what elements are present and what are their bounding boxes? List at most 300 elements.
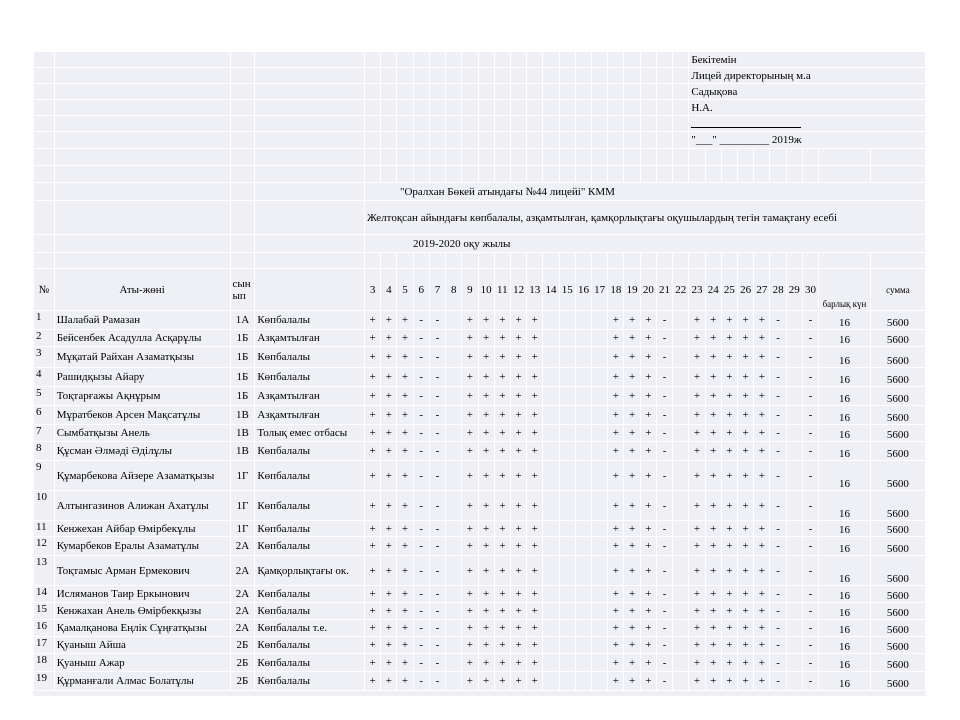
empty-cell bbox=[592, 100, 608, 116]
empty-cell bbox=[381, 52, 397, 68]
spacer-row bbox=[34, 253, 926, 269]
day-mark: - bbox=[802, 347, 818, 368]
day-mark: + bbox=[624, 442, 640, 461]
day-mark bbox=[559, 654, 575, 672]
student-name: Рашидқызы Айару bbox=[54, 368, 230, 387]
day-mark: + bbox=[705, 330, 721, 347]
day-mark: + bbox=[381, 521, 397, 537]
total-days: 16 bbox=[819, 672, 871, 691]
empty-cell bbox=[255, 166, 365, 183]
school-title: "Оралхан Бөкей атындағы №44 лицейі" КММ bbox=[364, 183, 925, 201]
total-days: 16 bbox=[819, 586, 871, 603]
day-mark: + bbox=[754, 620, 770, 637]
day-mark: - bbox=[770, 461, 786, 491]
empty-cell bbox=[705, 253, 721, 269]
empty-cell bbox=[559, 100, 575, 116]
day-mark: + bbox=[462, 347, 478, 368]
empty-cell bbox=[230, 68, 255, 84]
empty-cell bbox=[478, 68, 494, 84]
empty-cell bbox=[624, 84, 640, 100]
student-class: 2Б bbox=[230, 672, 255, 691]
empty-cell bbox=[640, 253, 656, 269]
empty-cell bbox=[802, 166, 818, 183]
day-mark bbox=[575, 330, 591, 347]
day-mark bbox=[575, 368, 591, 387]
day-mark: + bbox=[721, 672, 737, 691]
day-mark bbox=[673, 311, 689, 330]
day-mark: + bbox=[510, 347, 526, 368]
empty-cell bbox=[559, 132, 575, 149]
empty-cell bbox=[446, 100, 462, 116]
day-mark: + bbox=[624, 586, 640, 603]
day-mark: + bbox=[462, 521, 478, 537]
day-mark bbox=[592, 556, 608, 586]
day-mark: + bbox=[397, 620, 413, 637]
day-mark: - bbox=[770, 537, 786, 556]
day-mark: + bbox=[608, 425, 624, 442]
row-number: 10 bbox=[34, 491, 55, 521]
day-mark bbox=[592, 330, 608, 347]
day-mark: + bbox=[624, 491, 640, 521]
signature-blank bbox=[691, 117, 801, 128]
student-name: Мұқатай Райхан Азаматқызы bbox=[54, 347, 230, 368]
school-title-row bbox=[34, 183, 926, 201]
academic-year: 2019-2020 оқу жылы bbox=[364, 235, 925, 253]
day-mark bbox=[673, 556, 689, 586]
day-mark bbox=[786, 491, 802, 521]
row-number: 5 bbox=[34, 387, 55, 406]
day-mark: + bbox=[624, 330, 640, 347]
empty-cell bbox=[721, 253, 737, 269]
empty-cell bbox=[364, 100, 380, 116]
day-mark: - bbox=[656, 521, 672, 537]
empty-cell bbox=[397, 52, 413, 68]
day-mark: + bbox=[624, 311, 640, 330]
day-mark bbox=[673, 387, 689, 406]
empty-cell bbox=[624, 253, 640, 269]
empty-cell bbox=[364, 116, 380, 132]
empty-cell bbox=[689, 166, 705, 183]
day-mark: + bbox=[478, 406, 494, 425]
empty-cell bbox=[54, 183, 230, 201]
day-mark: + bbox=[705, 620, 721, 637]
day-mark bbox=[786, 461, 802, 491]
day-mark: + bbox=[494, 406, 510, 425]
day-mark: + bbox=[494, 637, 510, 654]
day-mark: - bbox=[656, 368, 672, 387]
empty-cell bbox=[413, 149, 429, 166]
day-mark: + bbox=[510, 556, 526, 586]
empty-cell bbox=[397, 166, 413, 183]
empty-cell bbox=[429, 132, 445, 149]
empty-cell bbox=[819, 253, 871, 269]
day-mark bbox=[575, 491, 591, 521]
header-day: 3 bbox=[364, 269, 380, 311]
day-mark bbox=[575, 620, 591, 637]
student-category: Көпбалалы bbox=[255, 311, 365, 330]
empty-cell bbox=[673, 166, 689, 183]
student-row bbox=[34, 347, 926, 368]
empty-cell bbox=[608, 52, 624, 68]
sum: 5600 bbox=[870, 672, 925, 691]
day-mark: - bbox=[429, 442, 445, 461]
row-number: 6 bbox=[34, 406, 55, 425]
empty-cell bbox=[230, 84, 255, 100]
day-mark: + bbox=[738, 603, 754, 620]
empty-cell bbox=[413, 52, 429, 68]
day-mark: + bbox=[478, 654, 494, 672]
day-mark: + bbox=[462, 620, 478, 637]
day-mark bbox=[446, 586, 462, 603]
empty-cell bbox=[494, 68, 510, 84]
row-number: 11 bbox=[34, 521, 55, 537]
day-mark: + bbox=[397, 521, 413, 537]
day-mark bbox=[786, 368, 802, 387]
empty-cell bbox=[770, 166, 786, 183]
empty-cell bbox=[462, 52, 478, 68]
empty-cell bbox=[478, 166, 494, 183]
empty-cell bbox=[640, 149, 656, 166]
empty-cell bbox=[559, 149, 575, 166]
day-mark bbox=[559, 521, 575, 537]
empty-cell bbox=[255, 52, 365, 68]
day-mark: + bbox=[754, 330, 770, 347]
empty-cell bbox=[673, 68, 689, 84]
day-mark bbox=[559, 406, 575, 425]
day-mark bbox=[592, 311, 608, 330]
empty-cell bbox=[559, 84, 575, 100]
day-mark: + bbox=[397, 654, 413, 672]
day-mark bbox=[786, 442, 802, 461]
student-row bbox=[34, 461, 926, 491]
day-mark: - bbox=[770, 368, 786, 387]
row-number: 7 bbox=[34, 425, 55, 442]
day-mark bbox=[543, 368, 559, 387]
day-mark: + bbox=[608, 586, 624, 603]
day-mark: + bbox=[510, 442, 526, 461]
day-mark: - bbox=[429, 521, 445, 537]
day-mark: + bbox=[624, 603, 640, 620]
empty-cell bbox=[673, 84, 689, 100]
day-mark: + bbox=[364, 442, 380, 461]
empty-cell bbox=[364, 149, 380, 166]
day-mark bbox=[543, 654, 559, 672]
empty-cell bbox=[592, 166, 608, 183]
day-mark: + bbox=[397, 603, 413, 620]
day-mark: + bbox=[510, 461, 526, 491]
day-mark: - bbox=[656, 425, 672, 442]
day-mark: + bbox=[510, 368, 526, 387]
empty-cell bbox=[673, 132, 689, 149]
day-mark: - bbox=[429, 387, 445, 406]
day-mark: + bbox=[462, 556, 478, 586]
day-mark: + bbox=[608, 654, 624, 672]
day-mark bbox=[592, 442, 608, 461]
student-row bbox=[34, 603, 926, 620]
day-mark: + bbox=[527, 521, 543, 537]
empty-cell bbox=[543, 100, 559, 116]
day-mark: + bbox=[738, 620, 754, 637]
day-mark: + bbox=[705, 537, 721, 556]
empty-cell bbox=[446, 68, 462, 84]
day-mark: - bbox=[656, 347, 672, 368]
header-day: 7 bbox=[429, 269, 445, 311]
day-mark: + bbox=[381, 586, 397, 603]
day-mark: + bbox=[705, 347, 721, 368]
total-days: 16 bbox=[819, 654, 871, 672]
student-row bbox=[34, 425, 926, 442]
day-mark bbox=[673, 330, 689, 347]
header-day: 27 bbox=[754, 269, 770, 311]
day-mark: + bbox=[738, 406, 754, 425]
day-mark bbox=[786, 521, 802, 537]
day-mark bbox=[543, 491, 559, 521]
day-mark: + bbox=[721, 442, 737, 461]
student-category: Азқамтылған bbox=[255, 387, 365, 406]
day-mark: + bbox=[754, 311, 770, 330]
header-day: 30 bbox=[802, 269, 818, 311]
empty-cell bbox=[230, 253, 255, 269]
day-mark bbox=[673, 620, 689, 637]
day-mark: + bbox=[721, 586, 737, 603]
day-mark: + bbox=[397, 442, 413, 461]
empty-cell bbox=[592, 253, 608, 269]
empty-cell bbox=[673, 116, 689, 132]
empty-cell bbox=[592, 132, 608, 149]
day-mark: - bbox=[802, 672, 818, 691]
total-days: 16 bbox=[819, 330, 871, 347]
empty-cell bbox=[608, 132, 624, 149]
day-mark: + bbox=[364, 330, 380, 347]
sum: 5600 bbox=[870, 387, 925, 406]
day-mark bbox=[575, 425, 591, 442]
student-name: Қуаныш Айша bbox=[54, 637, 230, 654]
day-mark: + bbox=[364, 672, 380, 691]
day-mark: + bbox=[705, 586, 721, 603]
day-mark: + bbox=[689, 537, 705, 556]
student-row bbox=[34, 330, 926, 347]
student-name: Құрманғали Алмас Болатұлы bbox=[54, 672, 230, 691]
day-mark bbox=[559, 672, 575, 691]
day-mark: + bbox=[721, 425, 737, 442]
day-mark: + bbox=[494, 347, 510, 368]
day-mark: - bbox=[656, 330, 672, 347]
day-mark: + bbox=[364, 368, 380, 387]
empty-cell bbox=[786, 149, 802, 166]
day-mark: + bbox=[608, 637, 624, 654]
day-mark: + bbox=[721, 368, 737, 387]
row-number: 15 bbox=[34, 603, 55, 620]
empty-cell bbox=[624, 116, 640, 132]
day-mark: - bbox=[413, 491, 429, 521]
day-mark: + bbox=[364, 556, 380, 586]
day-mark: + bbox=[721, 556, 737, 586]
day-mark: - bbox=[802, 537, 818, 556]
day-mark: - bbox=[429, 556, 445, 586]
day-mark bbox=[543, 537, 559, 556]
meal-report-table bbox=[33, 51, 926, 691]
day-mark: + bbox=[527, 406, 543, 425]
day-mark: + bbox=[381, 311, 397, 330]
empty-cell bbox=[770, 149, 786, 166]
day-mark: - bbox=[802, 406, 818, 425]
header-total-days: барлық күн bbox=[819, 269, 871, 311]
empty-cell bbox=[510, 166, 526, 183]
day-mark: + bbox=[364, 620, 380, 637]
day-mark: + bbox=[462, 637, 478, 654]
day-mark bbox=[543, 586, 559, 603]
day-mark: - bbox=[429, 368, 445, 387]
day-mark: + bbox=[624, 654, 640, 672]
day-mark: + bbox=[478, 556, 494, 586]
empty-cell bbox=[721, 166, 737, 183]
day-mark bbox=[559, 368, 575, 387]
empty-cell bbox=[462, 132, 478, 149]
student-name: Құсман Әлмәді Әділұлы bbox=[54, 442, 230, 461]
day-mark: + bbox=[397, 672, 413, 691]
day-mark bbox=[673, 491, 689, 521]
header-day: 24 bbox=[705, 269, 721, 311]
day-mark: + bbox=[721, 330, 737, 347]
day-mark bbox=[446, 521, 462, 537]
day-mark bbox=[543, 311, 559, 330]
empty-cell bbox=[624, 149, 640, 166]
student-row bbox=[34, 556, 926, 586]
empty-cell bbox=[510, 52, 526, 68]
day-mark: + bbox=[397, 425, 413, 442]
day-mark bbox=[559, 637, 575, 654]
day-mark: + bbox=[705, 425, 721, 442]
empty-cell bbox=[543, 52, 559, 68]
day-mark bbox=[592, 620, 608, 637]
day-mark: + bbox=[754, 556, 770, 586]
day-mark bbox=[446, 461, 462, 491]
day-mark: + bbox=[494, 586, 510, 603]
day-mark: + bbox=[478, 461, 494, 491]
day-mark: - bbox=[770, 311, 786, 330]
header-day: 29 bbox=[786, 269, 802, 311]
day-mark: + bbox=[608, 368, 624, 387]
day-mark: + bbox=[738, 387, 754, 406]
row-number: 13 bbox=[34, 556, 55, 586]
approval-signature-line bbox=[689, 116, 926, 132]
day-mark: + bbox=[754, 425, 770, 442]
empty-cell bbox=[624, 52, 640, 68]
day-mark: - bbox=[429, 672, 445, 691]
day-mark: + bbox=[462, 461, 478, 491]
empty-cell bbox=[255, 116, 365, 132]
empty-cell bbox=[624, 100, 640, 116]
year-row bbox=[34, 235, 926, 253]
empty-cell bbox=[34, 201, 55, 235]
day-mark: + bbox=[624, 672, 640, 691]
day-mark: + bbox=[478, 311, 494, 330]
empty-cell bbox=[510, 132, 526, 149]
day-mark: + bbox=[721, 311, 737, 330]
day-mark: + bbox=[478, 672, 494, 691]
day-mark: + bbox=[462, 406, 478, 425]
empty-cell bbox=[527, 68, 543, 84]
day-mark bbox=[592, 425, 608, 442]
spacer-row bbox=[34, 149, 926, 166]
day-mark: + bbox=[397, 586, 413, 603]
approval-director: Лицей директорының м.а bbox=[689, 68, 926, 84]
day-mark: + bbox=[527, 461, 543, 491]
day-mark bbox=[446, 491, 462, 521]
day-mark: + bbox=[494, 330, 510, 347]
day-mark: - bbox=[802, 637, 818, 654]
day-mark: + bbox=[478, 347, 494, 368]
student-row bbox=[34, 586, 926, 603]
day-mark: - bbox=[802, 461, 818, 491]
day-mark: - bbox=[802, 620, 818, 637]
approval-surname: Садықова bbox=[689, 84, 926, 100]
day-mark: - bbox=[770, 442, 786, 461]
student-category: Азқамтылған bbox=[255, 406, 365, 425]
empty-cell bbox=[255, 68, 365, 84]
day-mark: - bbox=[429, 347, 445, 368]
empty-cell bbox=[54, 149, 230, 166]
day-mark: + bbox=[689, 425, 705, 442]
student-row bbox=[34, 672, 926, 691]
day-mark bbox=[446, 672, 462, 691]
day-mark: + bbox=[478, 425, 494, 442]
student-row bbox=[34, 387, 926, 406]
header-day: 22 bbox=[673, 269, 689, 311]
day-mark: - bbox=[656, 537, 672, 556]
empty-cell bbox=[54, 116, 230, 132]
empty-cell bbox=[397, 84, 413, 100]
empty-cell bbox=[230, 52, 255, 68]
day-mark: - bbox=[413, 537, 429, 556]
day-mark: + bbox=[624, 537, 640, 556]
empty-cell bbox=[510, 253, 526, 269]
empty-cell bbox=[54, 166, 230, 183]
day-mark: + bbox=[381, 491, 397, 521]
day-mark: + bbox=[721, 406, 737, 425]
day-mark bbox=[673, 368, 689, 387]
day-mark: + bbox=[640, 672, 656, 691]
day-mark: - bbox=[656, 586, 672, 603]
day-mark: - bbox=[802, 425, 818, 442]
day-mark: + bbox=[462, 311, 478, 330]
empty-cell bbox=[462, 166, 478, 183]
day-mark: - bbox=[770, 425, 786, 442]
day-mark: - bbox=[656, 311, 672, 330]
day-mark bbox=[575, 387, 591, 406]
day-mark: - bbox=[413, 586, 429, 603]
day-mark: - bbox=[413, 672, 429, 691]
empty-cell bbox=[413, 166, 429, 183]
day-mark: + bbox=[527, 603, 543, 620]
header-day: 10 bbox=[478, 269, 494, 311]
day-mark: + bbox=[738, 330, 754, 347]
day-mark: + bbox=[527, 330, 543, 347]
day-mark: + bbox=[381, 461, 397, 491]
sum: 5600 bbox=[870, 406, 925, 425]
empty-cell bbox=[656, 68, 672, 84]
empty-cell bbox=[397, 132, 413, 149]
day-mark: + bbox=[754, 537, 770, 556]
header-class: сын ып bbox=[230, 269, 255, 311]
day-mark: + bbox=[640, 311, 656, 330]
day-mark: + bbox=[640, 603, 656, 620]
day-mark bbox=[592, 586, 608, 603]
empty-cell bbox=[575, 116, 591, 132]
student-name: Бейсенбек Асадулла Асқарұлы bbox=[54, 330, 230, 347]
student-category: Көпбалалы bbox=[255, 654, 365, 672]
empty-cell bbox=[255, 253, 365, 269]
